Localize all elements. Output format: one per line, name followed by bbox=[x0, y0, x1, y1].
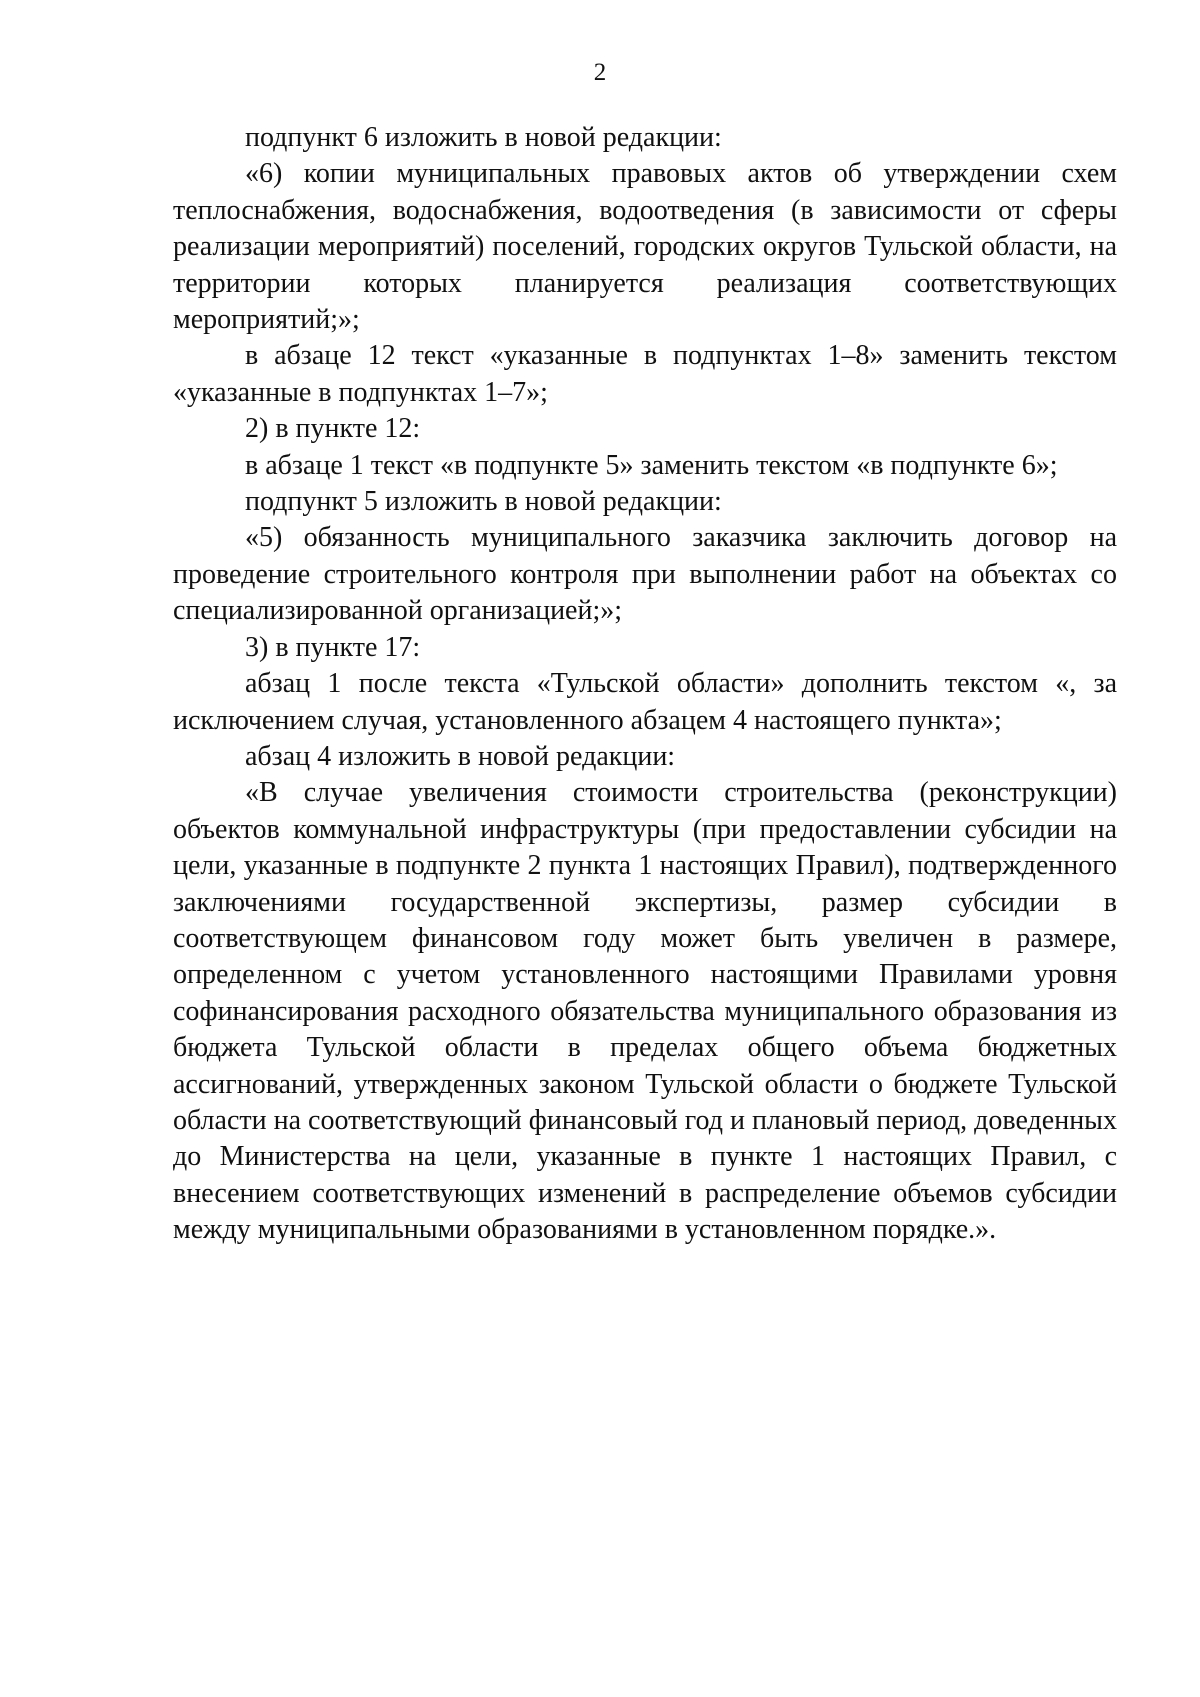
paragraph-1: подпункт 6 изложить в новой редакции: bbox=[245, 122, 722, 153]
document-body bbox=[173, 120, 1117, 1249]
paragraph-3: в абзаце 12 текст «указанные в подпунктах 1–8» заменить текстом «указанные в подпунктах 1–7»; bbox=[173, 340, 1117, 408]
paragraph-5: в абзаце 1 текст «в подпункте 5» заменить текстом «в подпункте 6»; bbox=[245, 449, 1058, 481]
paragraph-10: абзац 4 изложить в новой редакции: bbox=[245, 740, 676, 772]
paragraph-4: 2) в пункте 12: bbox=[245, 413, 421, 445]
paragraph-6: подпункт 5 изложить в новой редакции: bbox=[245, 486, 722, 518]
paragraph-2: «6) копии муниципальных правовых актов об утверждении схем теплоснабжения, водоснабжения, водоотведения (в зависимости от сферы реализации мероприятий) поселений, городских округов Тульской области, на территории которых планируется реализация соответствующих мероприятий;»; bbox=[173, 158, 1117, 336]
page-number: 2 bbox=[593, 59, 607, 86]
paragraph-11: «В случае увеличения стоимости строительства (реконструкции) объектов коммунальной инфраструктуры (при предоставлении субсидии на цели, указанные в подпункте 2 пункта 1 настоящих Правил), подтвержденного заключениями государственной экспертизы, размер субсидии в соответствующем финансовом году может быть увеличен в размере, определенном с учетом установленного настоящими Правилами уровня софинансирования расходного обязательства муниципального образования из бюджета Тульской области в пределах общего объема бюджетных ассигнований, утвержденных законом Тульской области о бюджете Тульской области на соответствующий финансовый год и плановый период, доведенных до Министерства на цели, указанные в пункте 1 настоящих Правил, с внесением соответствующих изменений в распределение объемов субсидии между муниципальными образованиями в установленном порядке.». bbox=[173, 777, 1117, 1246]
paragraph-8: 3) в пункте 17: bbox=[245, 631, 421, 663]
paragraph-7: «5) обязанность муниципального заказчика заключить договор на проведение строительного контроля при выполнении работ на объектах со специализированной организацией;»; bbox=[173, 522, 1117, 627]
paragraph-9: абзац 1 после текста «Тульской области» дополнить текстом «, за исключением случая, установленного абзацем 4 настоящего пункта»; bbox=[173, 668, 1117, 736]
